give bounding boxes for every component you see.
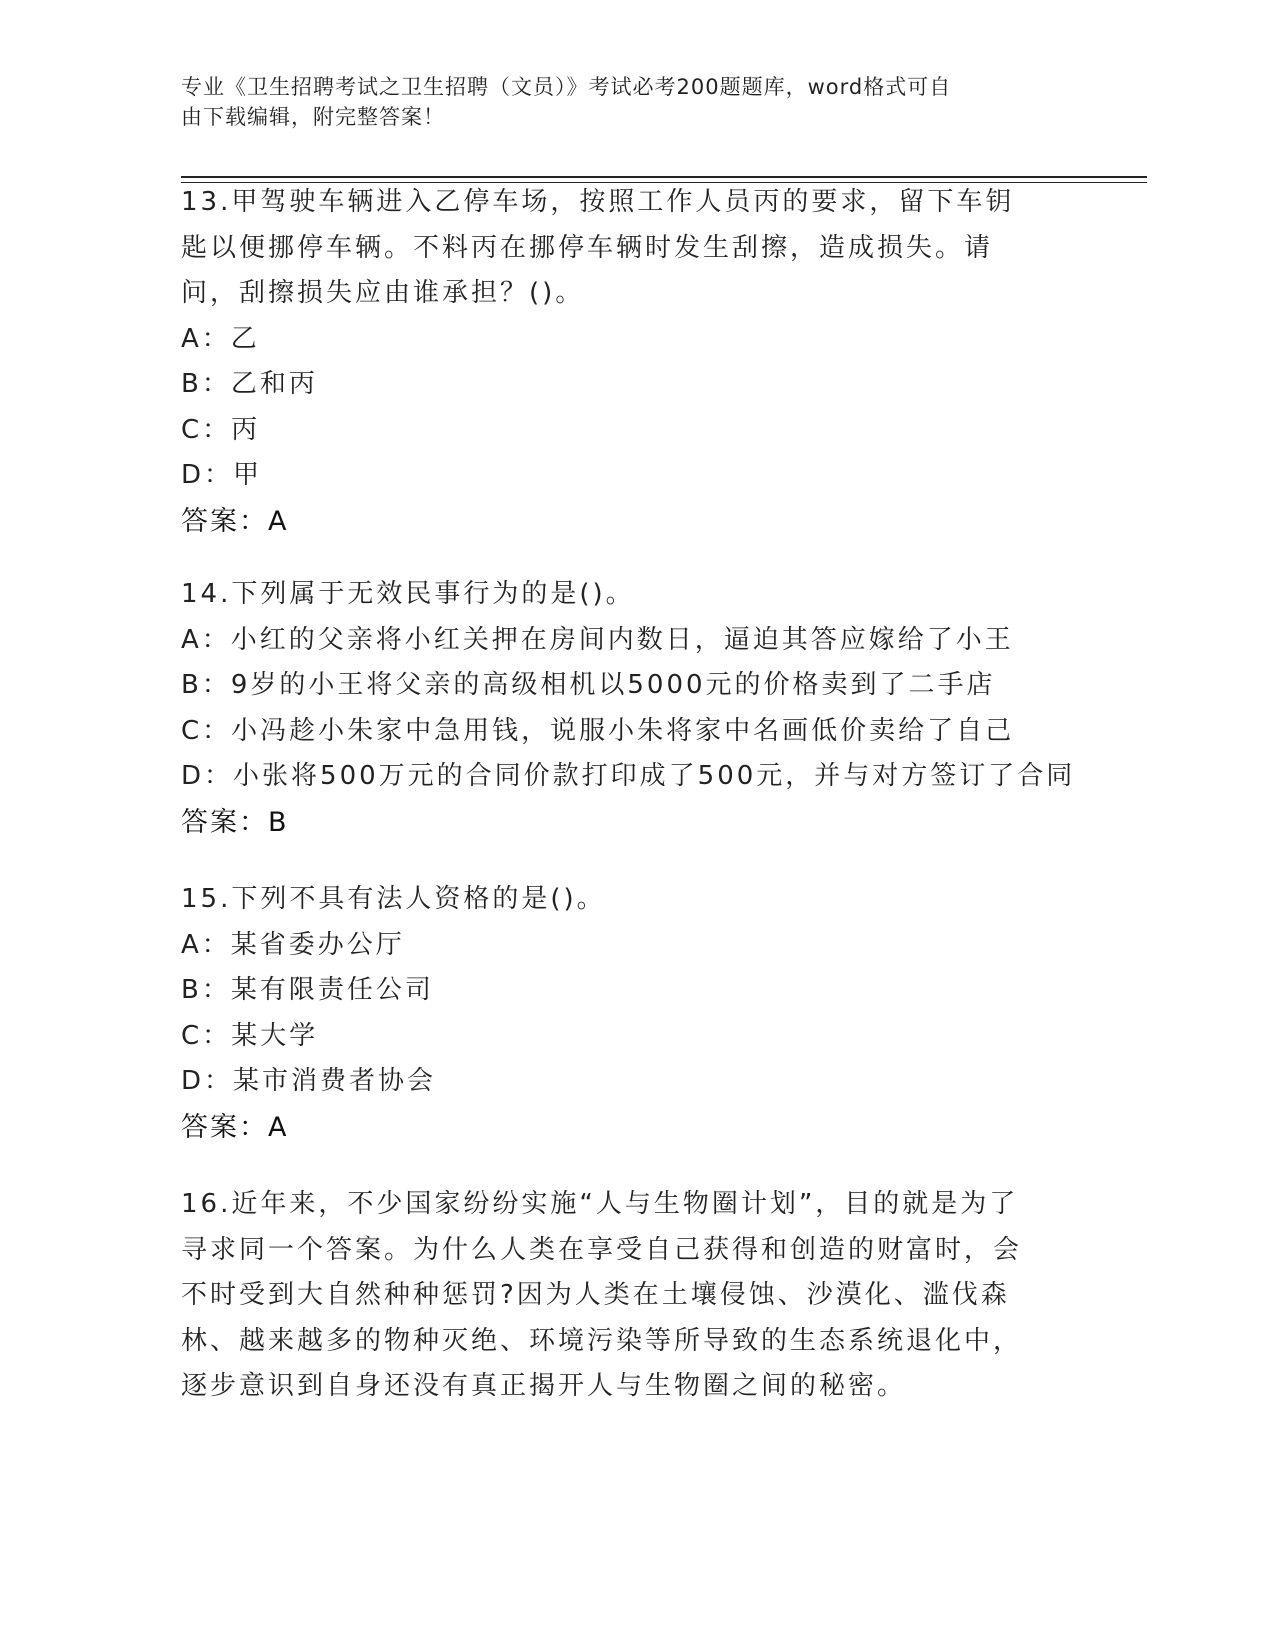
answer-label: 答案：A (181, 1111, 289, 1143)
question-16 (181, 1182, 1081, 1410)
answer-label: 答案：A (181, 505, 289, 537)
question-stem: 14.下列属于无效民事行为的是()。 (181, 579, 635, 609)
question-14 (181, 572, 1081, 845)
option-a: A：乙 (181, 323, 260, 354)
question-stem: 13.甲驾驶车辆进入乙停车场，按照工作人员丙的要求，留下车钥匙以便挪停车辆。不料丙在挪停车辆时发生刮擦，造成损失。请问，刮擦损失应由谁承担？()。 (181, 187, 1015, 308)
option-b: B：某有限责任公司 (181, 975, 434, 1005)
option-c: C：某大学 (181, 1020, 319, 1051)
question-13 (181, 180, 1081, 544)
option-b: B：9岁的小王将父亲的高级相机以5000元的价格卖到了二手店 (181, 670, 996, 700)
question-stem: 16.近年来，不少国家纷纷实施“人与生物圈计划”，目的就是为了寻求同一个答案。为什么人类在享受自己获得和创造的财富时，会不时受到大自然种种惩罚?因为人类在土壤侵蚀、沙漠化、滥伐森林、越来越多的物种灭绝、环境污染等所导致的生态系统退化中，逐步意识到自身还没有真正揭开人与生物圈之间的秘密。 (181, 1189, 1023, 1401)
option-d: D：甲 (181, 460, 263, 490)
option-b: B：乙和丙 (181, 369, 318, 399)
question-stem: 15.下列不具有法人资格的是()。 (181, 884, 606, 914)
option-d: D：某市消费者协会 (181, 1066, 437, 1096)
option-c: C：丙 (181, 414, 261, 445)
option-a: A：小红的父亲将小红关押在房间内数日，逼迫其答应嫁给了小王 (181, 624, 1014, 655)
header-line-1: 专业《卫生招聘考试之卫生招聘（文员）》考试必考200题题库，word格式可自 (181, 75, 952, 99)
question-15 (181, 877, 1081, 1150)
header-line-2: 由下载编辑，附完整答案！ (181, 105, 445, 129)
option-c: C：小冯趁小朱家中急用钱，说服小朱将家中名画低价卖给了自己 (181, 715, 1015, 746)
document-header (181, 72, 1061, 132)
option-a: A：某省委办公厅 (181, 929, 405, 960)
answer-label: 答案：B (181, 806, 289, 838)
option-d: D：小张将500万元的合同价款打印成了500元，并与对方签订了合同 (181, 761, 1076, 791)
header-divider-thick (181, 176, 1147, 178)
